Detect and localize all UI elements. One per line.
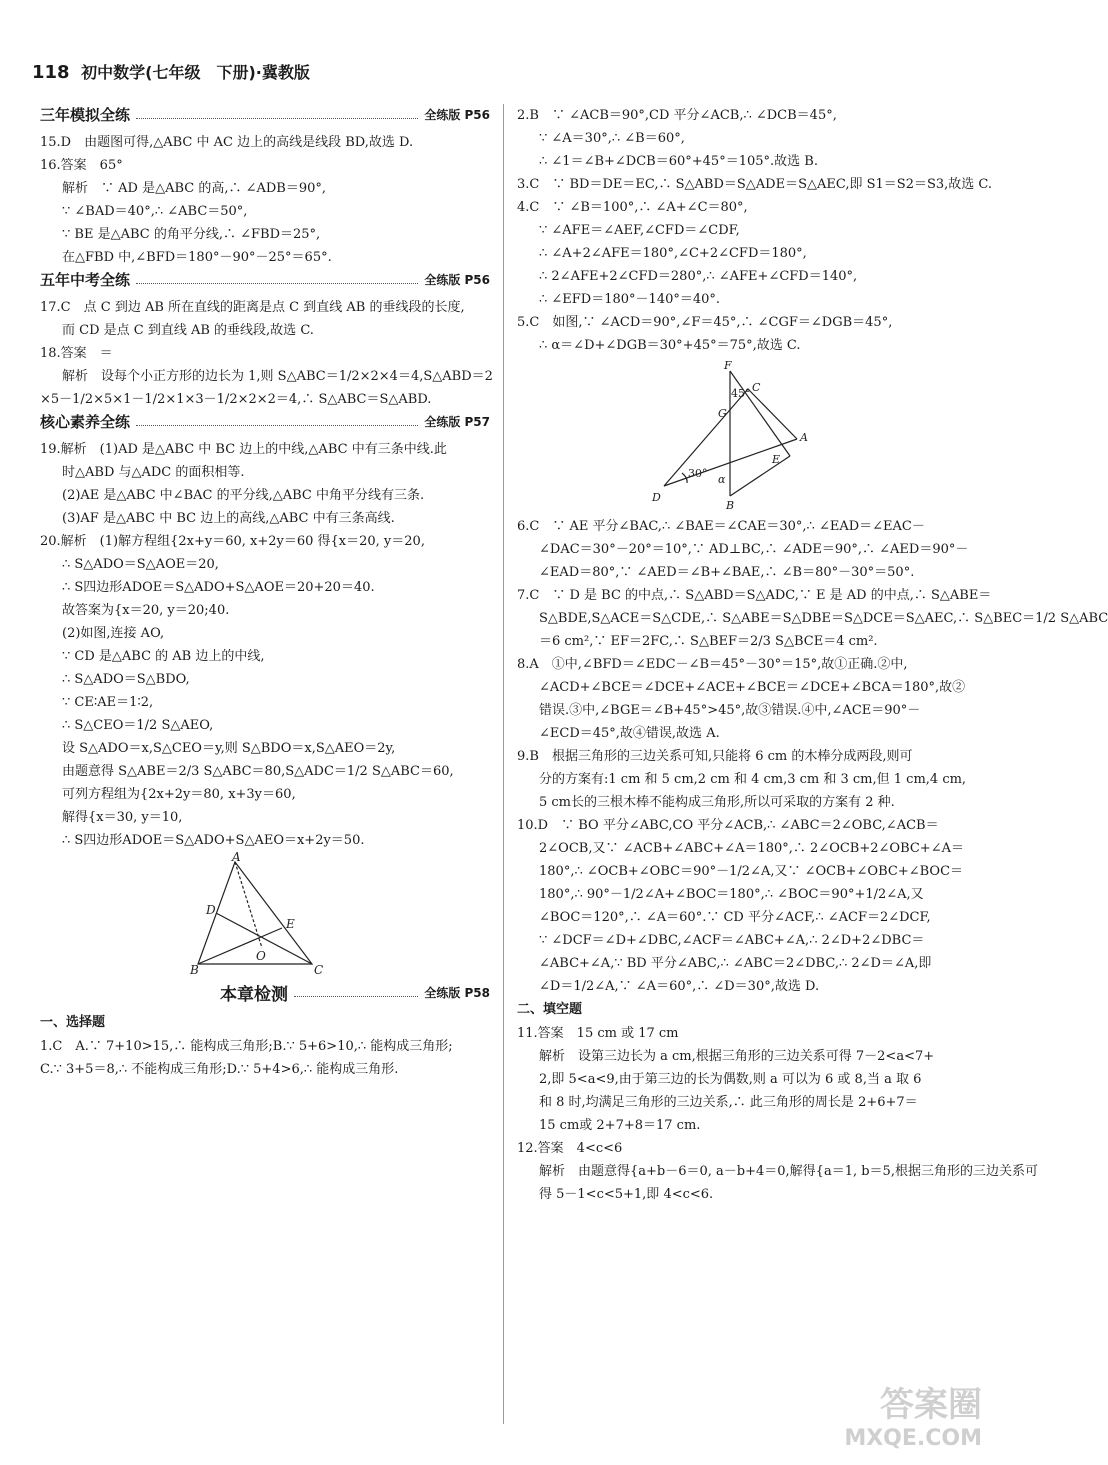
text-line: 180°,∴ 90°－1/2∠A+∠BOC＝180°,∴ ∠BOC＝90°+1/2∠A,又 [539, 887, 924, 902]
label-E: E [772, 453, 781, 466]
text-line: S△BDE,S△ACE＝S△CDE,∴ S△ABE＝S△DBE＝S△DCE＝S△AEC,∴ S△BEC＝1/2 S△ABC [539, 611, 1108, 626]
label-D: D [206, 903, 216, 917]
text-line: 4.C ∵ ∠B＝100°,∴ ∠A+∠C＝80°, [517, 200, 748, 215]
text-line: ∴ S△ADO＝S△AOE＝20, [62, 557, 219, 572]
text-line: 15 cm或 2+7+8＝17 cm. [539, 1118, 701, 1133]
label-E: E [286, 917, 295, 931]
text-line: 解析 ∵ AD 是△ABC 的高,∴ ∠ADB＝90°, [62, 181, 327, 196]
figure-set-squares [652, 361, 822, 511]
text-line: ∠ECD＝45°,故④错误,故选 A. [539, 726, 720, 741]
leader-dots [294, 988, 418, 997]
subsection-heading: 一、选择题 [40, 1015, 106, 1030]
page-number: 118 [32, 62, 70, 83]
section-title: 核心素养全练 [40, 413, 131, 431]
label-O: O [256, 949, 266, 963]
text-line: ∵ CE∶AE＝1∶2, [62, 695, 154, 710]
text-line: 11.答案 15 cm 或 17 cm [517, 1026, 679, 1041]
watermark [844, 1377, 982, 1451]
text-line: ∴ ∠1＝∠B+∠DCB＝60°+45°＝105°.故选 B. [539, 154, 818, 169]
text-line: 设 S△ADO＝x,S△CEO＝y,则 S△BDO＝x,S△AEO＝2y, [62, 741, 396, 756]
text-line: 2.B ∵ ∠ACB＝90°,CD 平分∠ACB,∴ ∠DCB＝45°, [517, 108, 837, 123]
text-line: 和 8 时,均满足三角形的三边关系,∴ 此三角形的周长是 2+6+7＝ [539, 1095, 918, 1110]
text-line: C.∵ 3+5＝8,∴ 不能构成三角形;D.∵ 5+4>6,∴ 能构成三角形. [40, 1062, 399, 1077]
text-line: 7.C ∵ D 是 BC 的中点,∴ S△ABD＝S△ADC,∵ E 是 AD 的中点,∴ S△ABE＝ [517, 588, 992, 603]
text-line: ∠DAC＝30°－20°＝10°,∵ AD⊥BC,∴ ∠ADE＝90°,∴ ∠AED＝90°－ [539, 542, 969, 557]
text-line: ∴ 2∠AFE+2∠CFD＝280°,∴ ∠AFE+∠CFD＝140°, [539, 269, 858, 284]
label-A: A [232, 850, 241, 864]
section-page-ref: 全练版 P58 [424, 986, 490, 1000]
text-line: ＝6 cm²,∵ EF＝2FC,∴ S△BEF＝2/3 S△BCE＝4 cm². [539, 634, 878, 649]
label-C: C [314, 963, 324, 977]
label-D: D [652, 491, 661, 504]
text-line: 5.C 如图,∵ ∠ACD＝90°,∠F＝45°,∴ ∠CGF＝∠DGB＝45°, [517, 315, 893, 330]
section-title: 五年中考全练 [40, 271, 131, 289]
text-line: ∴ ∠A+2∠AFE＝180°,∠C+2∠CFD＝180°, [539, 246, 807, 261]
text-line: 2∠OCB,又∵ ∠ACB+∠ABC+∠A＝180°,∴ 2∠OCB+2∠OBC+∠A＝ [539, 841, 964, 856]
angle-30: 30° [688, 467, 708, 480]
text-line: ∴ α＝∠D+∠DGB＝30°+45°＝75°,故选 C. [539, 338, 801, 353]
section-heading [40, 104, 490, 125]
text-line: (2)AE 是△ABC 中∠BAC 的平分线,△ABC 中角平分线有三条. [62, 488, 425, 503]
text-line: 20.解析 (1)解方程组{2x+y＝60, x+2y＝60 得{x＝20, y＝20, [40, 534, 425, 549]
text-line: ∠D＝1/2∠A,∵ ∠A＝60°,∴ ∠D＝30°,故选 D. [539, 979, 820, 994]
text-line: 错误.③中,∠BGE＝∠B+45°>45°,故③错误.④中,∠ACE＝90°－ [539, 703, 921, 718]
text-line: 3.C ∵ BD＝DE＝EC,∴ S△ABD＝S△ADE＝S△AEC,即 S1＝S2＝S3,故选 C. [517, 177, 993, 192]
text-line: 5 cm长的三根木棒不能构成三角形,所以可采取的方案有 2 种. [539, 795, 895, 810]
leader-dots [136, 110, 418, 119]
text-line: 9.B 根据三角形的三边关系可知,只能将 6 cm 的木棒分成两段,则可 [517, 749, 913, 764]
figure-triangle-abc [190, 850, 340, 977]
text-line: ×5－1/2×5×1－1/2×1×3－1/2×2×2＝4,∴ S△ABC＝S△ABD. [40, 392, 432, 407]
text-line: 在△FBD 中,∠BFD＝180°－90°－25°＝65°. [62, 250, 332, 265]
section-heading [40, 980, 490, 1005]
page-header [32, 60, 310, 83]
text-line: ∵ BE 是△ABC 的角平分线,∴ ∠FBD＝25°, [62, 227, 321, 242]
text-line: 15.D 由题图可得,△ABC 中 AC 边上的高线是线段 BD,故选 D. [40, 135, 414, 150]
text-line: 8.A ①中,∠BFD＝∠EDC－∠B＝45°－30°＝15°,故①正确.②中, [517, 657, 908, 672]
text-line: ∵ ∠BAD＝40°,∴ ∠ABC＝50°, [62, 204, 248, 219]
text-line: ∵ ∠DCF＝∠D+∠DBC,∠ACF＝∠ABC+∠A,∴ 2∠D+2∠DBC＝ [539, 933, 925, 948]
section-heading [40, 269, 490, 290]
text-line: ∴ S四边形ADOE＝S△ADO+S△AEO＝x+2y＝50. [62, 833, 365, 848]
text-line: 时△ABD 与△ADC 的面积相等. [62, 465, 245, 480]
text-line: 解析 设每个小正方形的边长为 1,则 S△ABC＝1/2×2×4＝4,S△ABD＝2 [62, 369, 493, 384]
text-line: 16.答案 65° [40, 158, 123, 173]
label-C: C [752, 381, 761, 394]
section-title: 三年模拟全练 [40, 106, 131, 124]
watermark-url: MXQE.COM [844, 1426, 982, 1451]
text-line: ∵ ∠A＝30°,∴ ∠B＝60°, [539, 131, 685, 146]
label-B: B [726, 499, 735, 512]
angle-alpha: α [718, 473, 726, 486]
text-line: ∠ACD+∠BCE＝∠DCE+∠ACE+∠BCE＝∠DCE+∠BCA＝180°,故② [539, 680, 966, 695]
section-heading [40, 411, 490, 432]
text-line: ∠BOC＝120°,∴ ∠A＝60°.∵ CD 平分∠ACF,∴ ∠ACF＝2∠DCF, [539, 910, 931, 925]
text-line: 解析 设第三边长为 a cm,根据三角形的三边关系可得 7－2<a<7+ [539, 1049, 935, 1064]
label-F: F [724, 359, 732, 372]
label-B: B [190, 963, 199, 977]
left-column [40, 104, 493, 1081]
text-line: 19.解析 (1)AD 是△ABC 中 BC 边上的中线,△ABC 中有三条中线.此 [40, 442, 447, 457]
text-line: ∠EAD＝80°,∵ ∠AED＝∠B+∠BAE,∴ ∠B＝80°－30°＝50°. [539, 565, 915, 580]
section-page-ref: 全练版 P56 [424, 108, 490, 122]
text-line: 180°,∴ ∠OCB+∠OBC＝90°－1/2∠A,又∵ ∠OCB+∠OBC+∠BOC＝ [539, 864, 964, 879]
text-line: ∵ ∠AFE＝∠AEF,∠CFD＝∠CDF, [539, 223, 740, 238]
section-page-ref: 全练版 P57 [424, 415, 490, 429]
book-title: 初中数学(七年级 下册)·冀教版 [81, 63, 310, 82]
text-line: 分的方案有:1 cm 和 5 cm,2 cm 和 4 cm,3 cm 和 3 cm,但 1 cm,4 cm, [539, 772, 967, 787]
text-line: 由题意得 S△ABE＝2/3 S△ABC＝80,S△ADC＝1/2 S△ABC＝60, [62, 764, 454, 779]
text-line: 10.D ∵ BO 平分∠ABC,CO 平分∠ACB,∴ ∠ABC＝2∠OBC,∠ACB＝ [517, 818, 939, 833]
text-line: ∵ CD 是△ABC 的 AB 边上的中线, [62, 649, 265, 664]
text-line: 得 5－1<c<5+1,即 4<c<6. [539, 1187, 714, 1202]
text-line: 2,即 5<a<9,由于第三边的长为偶数,则 a 可以为 6 或 8,当 a 取 6 [539, 1072, 922, 1087]
text-line: ∴ ∠EFD＝180°－140°＝40°. [539, 292, 721, 307]
watermark-logo: 答案圈 [880, 1385, 982, 1425]
label-A: A [800, 431, 808, 444]
right-column [517, 104, 1108, 1206]
text-line: 18.答案 ＝ [40, 346, 113, 361]
text-line: ∠ABC+∠A,∵ BD 平分∠ABC,∴ ∠ABC＝2∠DBC,∴ 2∠D＝∠A,即 [539, 956, 932, 971]
subsection-heading: 二、填空题 [517, 1002, 583, 1017]
text-line: 而 CD 是点 C 到直线 AB 的垂线段,故选 C. [62, 323, 314, 338]
text-line: 12.答案 4<c<6 [517, 1141, 623, 1156]
leader-dots [136, 417, 418, 426]
text-line: ∴ S△ADO＝S△BDO, [62, 672, 190, 687]
text-line: 故答案为{x＝20, y＝20;40. [62, 603, 230, 618]
text-line: (2)如图,连接 AO, [62, 626, 165, 641]
leader-dots [136, 275, 418, 284]
text-line: ∴ S△CEO＝1/2 S△AEO, [62, 718, 214, 733]
column-divider [503, 104, 504, 1424]
angle-45: 45° [731, 387, 751, 400]
text-line: 解析 由题意得{a+b－6＝0, a－b+4＝0,解得{a＝1, b＝5,根据三角形的三边关系可 [539, 1164, 1038, 1179]
section-page-ref: 全练版 P56 [424, 273, 490, 287]
text-line: 可列方程组为{2x+2y＝80, x+3y＝60, [62, 787, 296, 802]
text-line: 解得{x＝30, y＝10, [62, 810, 183, 825]
text-line: 6.C ∵ AE 平分∠BAC,∴ ∠BAE＝∠CAE＝30°,∴ ∠EAD＝∠EAC－ [517, 519, 925, 534]
label-G: G [718, 407, 727, 420]
section-title: 本章检测 [220, 985, 288, 1005]
text-line: (3)AF 是△ABC 中 BC 边上的高线,△ABC 中有三条高线. [62, 511, 395, 526]
text-line: 17.C 点 C 到边 AB 所在直线的距离是点 C 到直线 AB 的垂线段的长度, [40, 300, 465, 315]
text-line: 1.C A.∵ 7+10>15,∴ 能构成三角形;B.∵ 5+6>10,∴ 能构成三角形; [40, 1039, 453, 1054]
text-line: ∴ S四边形ADOE＝S△ADO+S△AOE＝20+20＝40. [62, 580, 375, 595]
